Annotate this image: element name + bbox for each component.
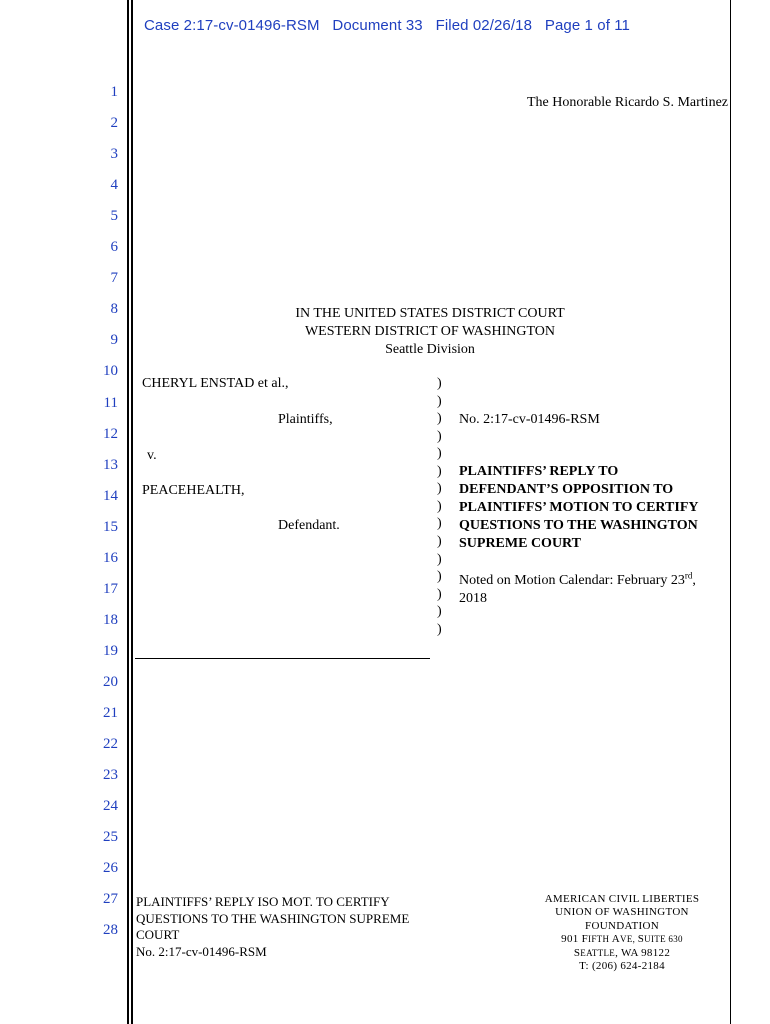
case-number: No. 2:17-cv-01496-RSM xyxy=(459,412,600,427)
title-line: PLAINTIFFS’ REPLY TO xyxy=(459,464,619,479)
line-number: 1 xyxy=(110,84,118,100)
plaintiff-role: Plaintiffs, xyxy=(278,412,333,427)
caption-paren: ) xyxy=(437,411,442,427)
footer-line: No. 2:17-cv-01496-RSM xyxy=(136,943,267,959)
caption-underline xyxy=(135,658,430,659)
caption-paren: ) xyxy=(437,393,442,409)
title-line: PLAINTIFFS’ MOTION TO CERTIFY xyxy=(459,500,699,515)
court-name: IN THE UNITED STATES DISTRICT COURT xyxy=(295,306,565,321)
line-number: 5 xyxy=(110,208,118,225)
header-case: Case 2:17-cv-01496-RSM xyxy=(144,17,320,34)
org-line: UNION OF WASHINGTON xyxy=(555,906,689,919)
judge-name: The Honorable Ricardo S. Martinez xyxy=(527,95,728,110)
caption-paren: ) xyxy=(437,586,442,602)
line-number: 23 xyxy=(103,767,118,784)
line-number: 14 xyxy=(103,487,118,504)
line-number: 19 xyxy=(103,642,118,659)
firm-phone: T: (206) 624-2184 xyxy=(579,960,665,973)
line-number: 11 xyxy=(103,394,118,411)
line-number: 15 xyxy=(103,518,118,535)
title-line: QUESTIONS TO THE WASHINGTON xyxy=(459,518,698,533)
header-page: Page 1 of 11 xyxy=(544,17,631,34)
org-line: FOUNDATION xyxy=(585,919,659,932)
header-document: Document 33 xyxy=(332,17,423,34)
line-number: 18 xyxy=(103,611,118,628)
line-number: 8 xyxy=(110,301,118,318)
defendant-role: Defendant. xyxy=(278,518,340,533)
line-number: 3 xyxy=(110,146,118,163)
line-number: 12 xyxy=(103,425,118,442)
line-number: 2 xyxy=(110,115,118,132)
noted-comma: , xyxy=(692,573,696,588)
title-line: DEFENDANT’S OPPOSITION TO xyxy=(459,482,674,497)
title-line: SUPREME COURT xyxy=(459,536,582,551)
court-division: Seattle Division xyxy=(385,342,475,357)
noted-on-calendar xyxy=(459,572,696,608)
footer-line: COURT xyxy=(136,927,180,942)
caption-paren: ) xyxy=(437,569,442,585)
caption-paren: ) xyxy=(437,376,442,391)
line-number: 24 xyxy=(103,798,118,815)
footer-document-title xyxy=(136,894,409,960)
caption-paren: ) xyxy=(437,481,442,497)
caption-paren: ) xyxy=(437,516,442,532)
defendant-name: PEACEHEALTH, xyxy=(142,483,245,498)
left-margin-rule-inner xyxy=(131,0,133,1024)
org-line: AMERICAN CIVIL LIBERTIES xyxy=(544,893,700,905)
caption-paren: ) xyxy=(437,428,442,444)
line-number: 4 xyxy=(110,177,118,194)
line-number: 21 xyxy=(103,705,118,721)
court-district: WESTERN DISTRICT OF WASHINGTON xyxy=(304,324,556,339)
footer-line: PLAINTIFFS’ REPLY ISO MOT. TO CERTIFY xyxy=(136,894,390,909)
caption-paren: ) xyxy=(437,621,442,637)
left-margin-rule-outer xyxy=(127,0,129,1024)
line-number: 20 xyxy=(103,673,118,690)
line-number: 25 xyxy=(103,829,118,846)
footer-firm-block xyxy=(536,893,708,973)
line-number: 10 xyxy=(103,363,118,380)
firm-city: SEATTLE, WA 98122 xyxy=(573,946,671,959)
caption-paren: ) xyxy=(437,463,442,479)
line-number: 7 xyxy=(110,270,118,287)
line-number: 22 xyxy=(103,736,118,753)
caption-paren: ) xyxy=(437,551,442,567)
filing-header xyxy=(144,17,630,34)
footer-line: QUESTIONS TO THE WASHINGTON SUPREME xyxy=(136,910,410,926)
line-number: 27 xyxy=(103,891,118,908)
line-number: 17 xyxy=(103,580,118,597)
line-number: 6 xyxy=(110,239,118,256)
caption-paren: ) xyxy=(437,604,442,620)
plaintiff-name: CHERYL ENSTAD et al., xyxy=(142,376,289,391)
noted-year: 2018 xyxy=(459,591,487,606)
firm-address: 901 FIFTH AVE, SUITE 630 xyxy=(561,933,683,946)
caption-paren: ) xyxy=(437,446,442,462)
noted-ordinal: rd xyxy=(684,570,693,581)
right-margin-rule xyxy=(730,0,731,1024)
header-filed: Filed 02/26/18 xyxy=(435,17,533,34)
line-number: 13 xyxy=(103,456,118,473)
court-heading xyxy=(245,305,615,359)
line-number: 16 xyxy=(103,549,118,566)
line-number: 9 xyxy=(110,332,118,349)
caption-paren: ) xyxy=(437,498,442,514)
noted-text: Noted on Motion Calendar: February 23 xyxy=(459,573,685,588)
caption-paren: ) xyxy=(437,533,442,549)
document-title xyxy=(459,463,698,553)
line-number: 26 xyxy=(103,860,118,877)
versus: v. xyxy=(147,448,157,463)
line-number: 28 xyxy=(103,922,118,939)
